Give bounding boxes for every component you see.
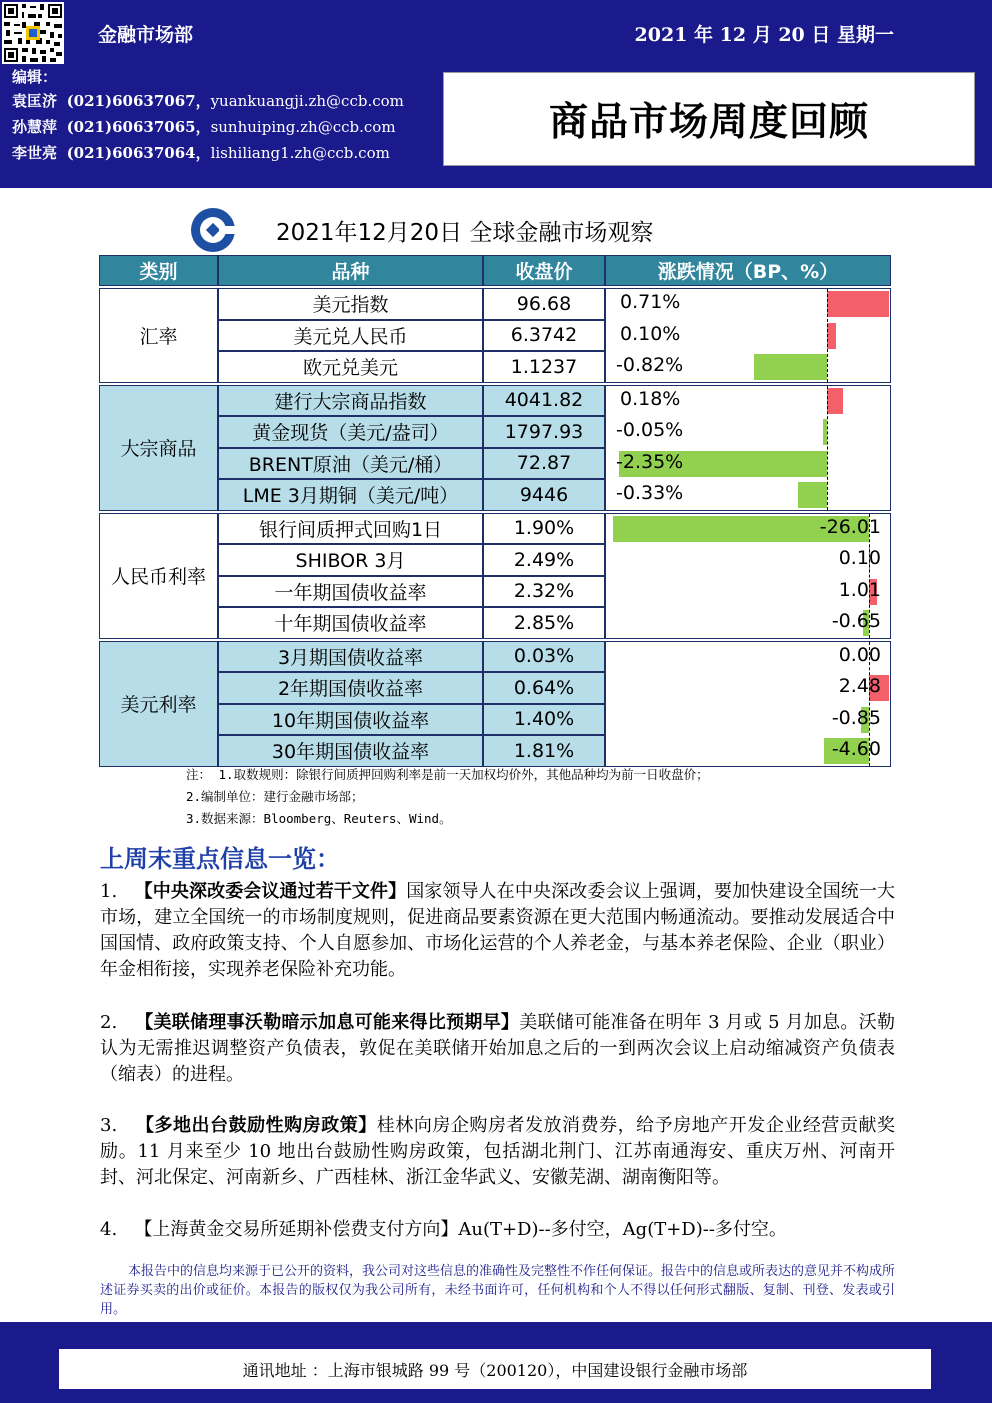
- close-cell: 2.32%: [483, 576, 605, 608]
- item-title: 【美联储理事沃勒暗示加息可能来得比预期早】: [135, 1012, 520, 1033]
- close-cell: 0.64%: [483, 672, 605, 704]
- item-title: 【多地出台鼓励性购房政策】: [135, 1115, 377, 1136]
- report-date: 2021 年 12 月 20 日 星期一: [634, 24, 894, 46]
- editors-label: 编辑：: [12, 68, 58, 86]
- editor-email: lishiliang1.zh@ccb.com: [210, 144, 390, 162]
- editor-row: [12, 114, 404, 140]
- change-value: -4.60: [831, 738, 881, 760]
- instrument-cell: BRENT原油（美元/桶）: [218, 448, 483, 480]
- column-header: 品种: [218, 255, 483, 286]
- item-text: 美联储可能准备在明年 3 月或 5 月加息。沃勒认为无需推迟调整资产负债表，敦促在美联储开始加息之后的一到两次会议上启动缩减资产负债表（缩表）的进程。: [100, 1012, 896, 1085]
- change-value: -0.82%: [616, 354, 684, 376]
- instrument-cell: 2年期国债收益率: [218, 672, 483, 704]
- news-item: [100, 1010, 895, 1088]
- editor-name: 袁匡济: [12, 92, 58, 110]
- editor-phone: (021)60637064，: [66, 144, 211, 162]
- change-value: -0.85: [831, 706, 881, 729]
- department-name: 金融市场部: [98, 24, 194, 46]
- close-cell: 4041.82: [483, 385, 605, 417]
- note-line: 注： 1.取数规则：除银行间质押回购利率是前一天加权均价外，其他品种均为前一日收盘价；: [186, 767, 709, 782]
- item-number: 2.: [100, 1012, 118, 1033]
- instrument-cell: 10年期国债收益率: [218, 704, 483, 736]
- instrument-cell: LME 3月期铜（美元/吨）: [218, 479, 483, 511]
- change-chart-group: [605, 288, 891, 383]
- news-item: [100, 1217, 895, 1243]
- close-cell: 1.90%: [483, 513, 605, 545]
- instrument-cell: 30年期国债收益率: [218, 735, 483, 767]
- item-title: 【上海黄金交易所延期补偿费支付方向】: [134, 1219, 459, 1240]
- item-title: 【中央深改委会议通过若干文件】: [134, 881, 407, 902]
- report-title-box: [443, 72, 975, 166]
- zero-axis: [869, 514, 870, 638]
- item-text: Au(T+D)--多付空，Ag(T+D)--多付空。: [458, 1219, 787, 1240]
- disclaimer: 本报告中的信息均来源于已公开的资料，我公司对这些信息的准确性及完整性不作任何保证。报告中的信息或所表达的意见并不构成所述证券买卖的出价或征价。本报告的版权仅为我公司所有，未经书面许可，任何机构和个人不得以任何形式翻版、复制、刊登、发表或引用。: [100, 1264, 896, 1317]
- instrument-cell: 欧元兑美元: [218, 351, 483, 383]
- close-cell: 96.68: [483, 288, 605, 320]
- instrument-cell: 一年期国债收益率: [218, 576, 483, 608]
- news-item: [100, 879, 895, 983]
- close-cell: 1.40%: [483, 704, 605, 736]
- table-title: 2021年12月20日 全球金融市场观察: [276, 220, 654, 246]
- change-value: 0.71%: [620, 291, 681, 313]
- change-value: 0.18%: [620, 387, 681, 410]
- editor-row: [12, 140, 404, 166]
- close-cell: 1797.93: [483, 416, 605, 448]
- change-value: -2.35%: [616, 450, 684, 473]
- instrument-cell: 银行间质押式回购1日: [218, 513, 483, 545]
- note-line: 3.数据来源：Bloomberg、Reuters、Wind。: [186, 811, 452, 826]
- instrument-cell: 十年期国债收益率: [218, 607, 483, 639]
- close-cell: 1.1237: [483, 351, 605, 383]
- column-header: 收盘价: [483, 255, 605, 286]
- close-cell: 2.49%: [483, 544, 605, 576]
- instrument-cell: 3月期国债收益率: [218, 641, 483, 673]
- item-text: 桂林向房企购房者发放消费券，给予房地产开发企业经营贡献奖励。11 月来至少 10 地出台鼓励性购房政策，包括湖北荆门、江苏南通海安、重庆万州、河南开封、河北保定、河南新乡、广西桂林、浙江金华武义、安徽芜湖、湖南衡阳等。: [100, 1115, 895, 1188]
- zero-axis: [827, 289, 828, 382]
- qr-code-icon: [2, 2, 64, 64]
- ccb-logo-icon: [189, 207, 237, 253]
- close-cell: 9446: [483, 479, 605, 511]
- column-header: 涨跌情况（BP、%）: [605, 255, 891, 286]
- editor-name: 李世亮: [12, 144, 58, 162]
- close-cell: 2.85%: [483, 607, 605, 639]
- note-line: 2.编制单位：建行金融市场部；: [186, 789, 364, 804]
- instrument-cell: 建行大宗商品指数: [218, 385, 483, 417]
- zero-axis: [869, 642, 870, 766]
- change-chart-group: [605, 385, 891, 511]
- change-value: 0.00: [838, 643, 881, 666]
- zero-axis: [827, 386, 828, 510]
- change-value: -26.01: [819, 515, 881, 538]
- report-header: [0, 0, 992, 188]
- instrument-cell: 美元指数: [218, 288, 483, 320]
- instrument-cell: 黄金现货（美元/盎司）: [218, 416, 483, 448]
- change-value: -0.05%: [616, 419, 684, 441]
- editor-row: [12, 88, 404, 114]
- change-value: 0.10%: [620, 322, 681, 345]
- editor-email: sunhuiping.zh@ccb.com: [210, 118, 396, 136]
- item-text: 国家领导人在中央深改委会议上强调，要加快建设全国统一大市场，建立全国统一的市场制度规则，促进商品要素资源在更大范围内畅通流动。要推动发展适合中国国情、政府政策支持、个人自愿参加、市场化运营的个人养老金，与基本养老保险、企业（职业）年金相衔接，实现养老保险补充功能。: [100, 881, 896, 980]
- close-cell: 1.81%: [483, 735, 605, 767]
- close-cell: 0.03%: [483, 641, 605, 673]
- column-header: 类别: [99, 255, 218, 286]
- editor-phone: (021)60637067，: [66, 92, 211, 110]
- category-cell: 人民币利率: [99, 513, 218, 639]
- editors-block: [12, 66, 404, 166]
- change-value: 1.01: [838, 578, 881, 601]
- close-cell: 6.3742: [483, 320, 605, 352]
- editor-email: yuankuangji.zh@ccb.com: [210, 92, 404, 110]
- category-cell: 汇率: [99, 288, 218, 383]
- up-bar: [827, 291, 889, 317]
- change-value: 0.10: [838, 547, 881, 569]
- report-title: 商品市场周度回顾: [548, 99, 869, 145]
- category-cell: 大宗商品: [99, 385, 218, 511]
- instrument-cell: 美元兑人民币: [218, 320, 483, 352]
- close-cell: 72.87: [483, 448, 605, 480]
- up-bar: [827, 388, 843, 414]
- change-value: 2.48: [838, 675, 881, 697]
- up-bar: [827, 323, 836, 349]
- editor-name: 孙慧萍: [12, 118, 58, 136]
- table-notes: [186, 764, 709, 830]
- change-chart-group: [605, 513, 891, 639]
- down-bar: [754, 354, 827, 380]
- down-bar: [798, 482, 827, 508]
- news-item: [100, 1113, 895, 1191]
- change-value: -0.65: [831, 610, 881, 632]
- item-number: 4.: [100, 1219, 118, 1240]
- item-number: 1.: [100, 881, 118, 902]
- item-number: 3.: [100, 1115, 118, 1136]
- editor-phone: (021)60637065，: [66, 118, 211, 136]
- footer-address: 通讯地址 ：上海市银城路 99 号（200120），中国建设银行金融市场部: [59, 1349, 931, 1389]
- category-cell: 美元利率: [99, 641, 218, 767]
- change-chart-group: [605, 641, 891, 767]
- instrument-cell: SHIBOR 3月: [218, 544, 483, 576]
- section-title: 上周末重点信息一览：: [100, 845, 340, 873]
- change-value: -0.33%: [616, 482, 684, 504]
